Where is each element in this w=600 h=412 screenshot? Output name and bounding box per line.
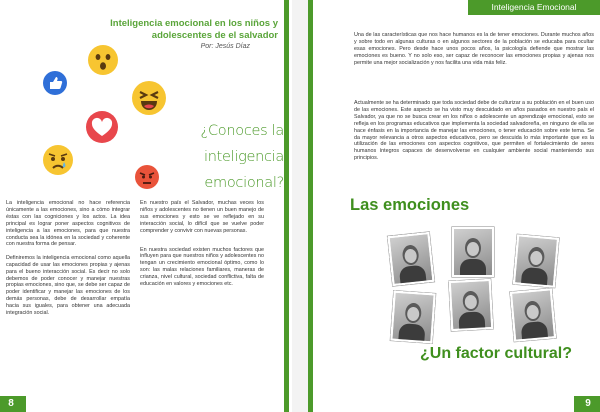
page-number: 8 bbox=[8, 398, 14, 409]
crying-face-icon bbox=[43, 145, 73, 175]
laughing-face-icon bbox=[132, 81, 166, 115]
left-page-edge-bar bbox=[284, 0, 289, 412]
left-column-1 bbox=[6, 200, 130, 324]
book-gutter bbox=[292, 0, 308, 412]
paragraph: La inteligencia emocional no hace referencia únicamente a las emociones, sino a cómo integrar éstas con las cogniciones y los actos. La idea principal es lograr poner aspectos cognitivos de inteligencia a las emociones, para que nuestra conducta sea la idónea en la sociedad y coherente con nuestra forma de pensar. bbox=[6, 200, 130, 248]
paragraph: Definiremos la inteligencia emocional como aquella capacidad de usar las emociones propias y ajenas para el bueno interacción social. Es decir no solo debemos de poder conocer y manejar nuestras propias emociones, sino que, se debe ser capaz de poder identificar y manejar las emociones de los demás personas, debe de desarrollar empatía hacia sus iguales, para obtener una adecuada integración social. bbox=[6, 254, 130, 317]
section-heading-emotions: Las emociones bbox=[350, 196, 470, 214]
paragraph: Una de las características que nos hace humanos es la de tener emociones. Durante muchos años y sobre todo en algunas culturas o en algunos sectores de la población se educaba para ocultar esas emociones. Pero desde hace unos pocos años, la psicología defiende que mostrar las emociones es bueno. Y no solo eso, ser capaz de reconocer las emociones propias y ajenas nos permite una mejor socialización y nos facilita una vida más feliz. bbox=[354, 32, 594, 66]
question-heading bbox=[134, 118, 284, 196]
emotion-photo bbox=[449, 279, 494, 331]
emotion-photo bbox=[452, 227, 494, 277]
question-heading-line1: ¿Conoces la inteligencia bbox=[200, 123, 284, 165]
article-title-line1: Inteligencia emocional en los niños y bbox=[110, 18, 278, 29]
section-heading-factor: ¿Un factor cultural? bbox=[420, 345, 573, 362]
article-title-line2: adolescentes de el salvador bbox=[151, 30, 278, 41]
thumbs-up-icon bbox=[43, 71, 67, 95]
paragraph: En nuestro país el Salvador, muchas veces los niños y adolescentes no tienen un buen manejo de sus emociones y esto se ve reflejado en su interacción social, lo difícil que se vuelve poder comprender y convivir con nuevas personas. bbox=[140, 200, 264, 234]
paragraph: Actualmente se ha determinado que toda sociedad debe de culturizar a su población en el buen uso de las emociones. Este aspecto se ha visto muy descuidado en años pasados en nuestro país el Salvador, ya que no se busca crear en los niños o adolescente un aprendizaje emocional, esto se refleja en los programas educativos que implementa la sociedad salvadoreña, en ninguno de ella se hace énfasis en la importancia de manejar las emociones, o tener educación sobre este tema. Se da mayor relevancia a otros aspectos educativos, pero se descuida lo más importante que es la utilización de las emociones con aspectos cognitivos, que permiten el fortalecimiento de seres humanos íntegros capaces de desenvolverse en cualquier ambiente social manteniendo sus principios. bbox=[354, 100, 594, 162]
heart-icon bbox=[86, 111, 118, 143]
intro-paragraph bbox=[354, 32, 594, 67]
left-page bbox=[0, 0, 292, 412]
emotion-photo bbox=[388, 232, 435, 286]
emotion-photo bbox=[513, 234, 559, 287]
question-heading-line2: emocional? bbox=[204, 175, 284, 191]
article-title bbox=[88, 18, 278, 42]
right-page-edge-bar bbox=[308, 0, 313, 412]
running-head: Inteligencia Emocional bbox=[468, 0, 600, 15]
emotion-photo bbox=[510, 288, 556, 341]
emotion-photo bbox=[390, 291, 435, 344]
paragraph: En nuestra sociedad existen muchos factores que influyen para que nuestros niños y adolescentes no tengan un crecimiento emocional óptimo, como lo son: las malas relaciones familiares, maneras de crianza, nivel cultural, sociedad conflictiva, falta de educación en valores y emociones etc. bbox=[140, 246, 264, 288]
culture-paragraph bbox=[354, 100, 594, 162]
left-column-2 bbox=[140, 200, 264, 294]
page-number: 9 bbox=[585, 398, 591, 409]
article-author: Por: Jesús Díaz bbox=[200, 43, 250, 50]
surprised-face-icon bbox=[88, 45, 118, 75]
